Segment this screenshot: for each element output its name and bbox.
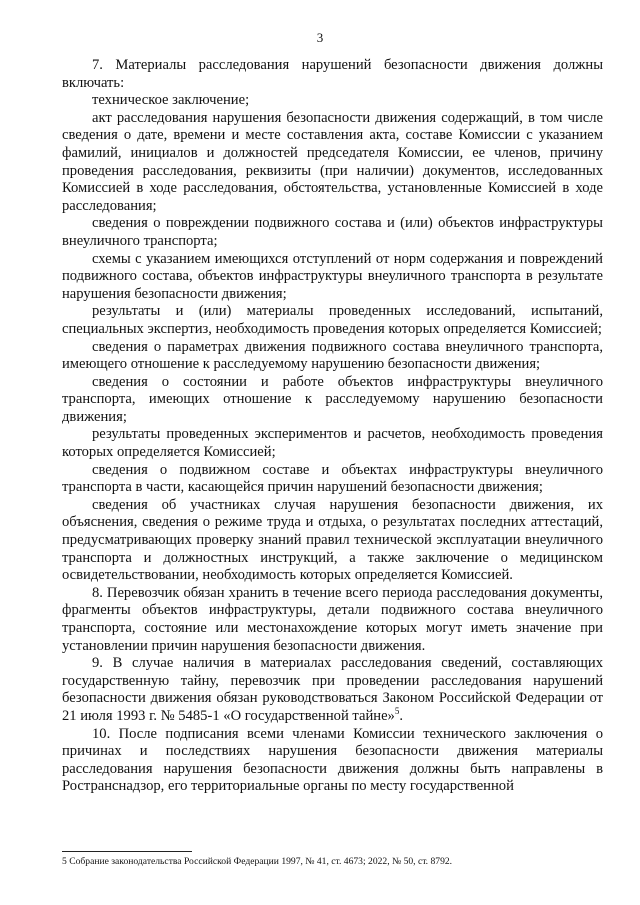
list-item: акт расследования нарушения безопасности движения содержащий, в том числе сведения о дате, времени и месте составления акта, составе Комиссии с указанием фамилий, инициалов и должностей председателя Комиссии, ее членов, причину проведения расследования, реквизиты (при наличии) документов, исследованных Комиссией в ходе расследования, обстоятельства, установленные Комиссией в ходе расследования;: [62, 109, 603, 214]
list-item: сведения о подвижном составе и объектах инфраструктуры внеуличного транспорта в части, касающейся причин нарушений безопасности движения;: [62, 461, 603, 496]
footnote-reference[interactable]: 5: [394, 706, 400, 717]
list-item: сведения о повреждении подвижного состава и (или) объектов инфраструктуры внеуличного транспорта;: [62, 215, 603, 249]
footnote: 5 Собрание законодательства Российской Федерации 1997, № 41, ст. 4673; 2022, № 50, ст. 8792.: [62, 856, 453, 867]
paragraph-7: 7. Материалы расследования нарушений безопасности движения должны включать:: [62, 57, 603, 91]
paragraph-9-text: 9. В случае наличия в материалах расследования сведений, составляющих государственную тайну, перевозчик при проведении расследования нарушений безопасности движения обязан руководствоваться Законом Российской Федерации от 21 июля 1993 г. № 5485-1 «О государственной тайне»: [62, 655, 603, 724]
list-item: техническое заключение;: [92, 92, 250, 109]
list-item: сведения об участниках случая нарушения безопасности движения, их объяснения, сведения о режиме труда и отдыха, о результатах последних аттестаций, предусматривающих проверку знаний правил технической эксплуатации внеуличного транспорта и должностных инструкций, а также заключение о медицинском освидетельствовании, необходимость которых определяется Комиссией.: [62, 496, 603, 584]
list-item: результаты и (или) материалы проведенных исследований, испытаний, специальных экспертиз, необходимость проведения которых определяется Комиссией;: [62, 303, 603, 337]
paragraph-9: 9. В случае наличия в материалах расследования сведений, составляющих государственную тайну, перевозчик при проведении расследования нарушений безопасности движения обязан руководствоваться Законом Российской Федерации от 21 июля 1993 г. № 5485-1 «О государственной тайне»$^5$.: [62, 655, 603, 724]
list-item: сведения о параметрах движения подвижного состава внеуличного транспорта, имеющего отношение к расследуемому нарушению безопасности движения;: [62, 338, 603, 373]
list-item: сведения о состоянии и работе объектов инфраструктуры внеуличного транспорта, имеющих отношение к расследуемому нарушению безопасности движения;: [62, 373, 603, 425]
paragraph-10: 10. После подписания всеми членами Комиссии технического заключения о причинах и последствиях нарушения безопасности движения материалы расследования нарушения безопасности движения должны быть направлены в Ространснадзор, его территориальные органы по месту государственной: [62, 725, 603, 795]
list-item: результаты проведенных экспериментов и расчетов, необходимость проведения которых определяется Комиссией;: [62, 426, 603, 461]
list-item: схемы с указанием имеющихся отступлений от норм содержания и повреждений подвижного состава, объектов инфраструктуры внеуличного транспорта в результате нарушения безопасности движения;: [62, 250, 603, 302]
footnote-divider: [62, 851, 192, 852]
body-text: [62, 57, 603, 796]
paragraph-8: 8. Перевозчик обязан хранить в течение всего периода расследования документы, фрагменты объектов инфраструктуры, детали подвижного состава внеуличного транспорта, состояние или местонахождение которых могут иметь значение при установлении причин нарушения безопасности движения.: [62, 584, 603, 654]
page-number: 3: [316, 30, 324, 45]
